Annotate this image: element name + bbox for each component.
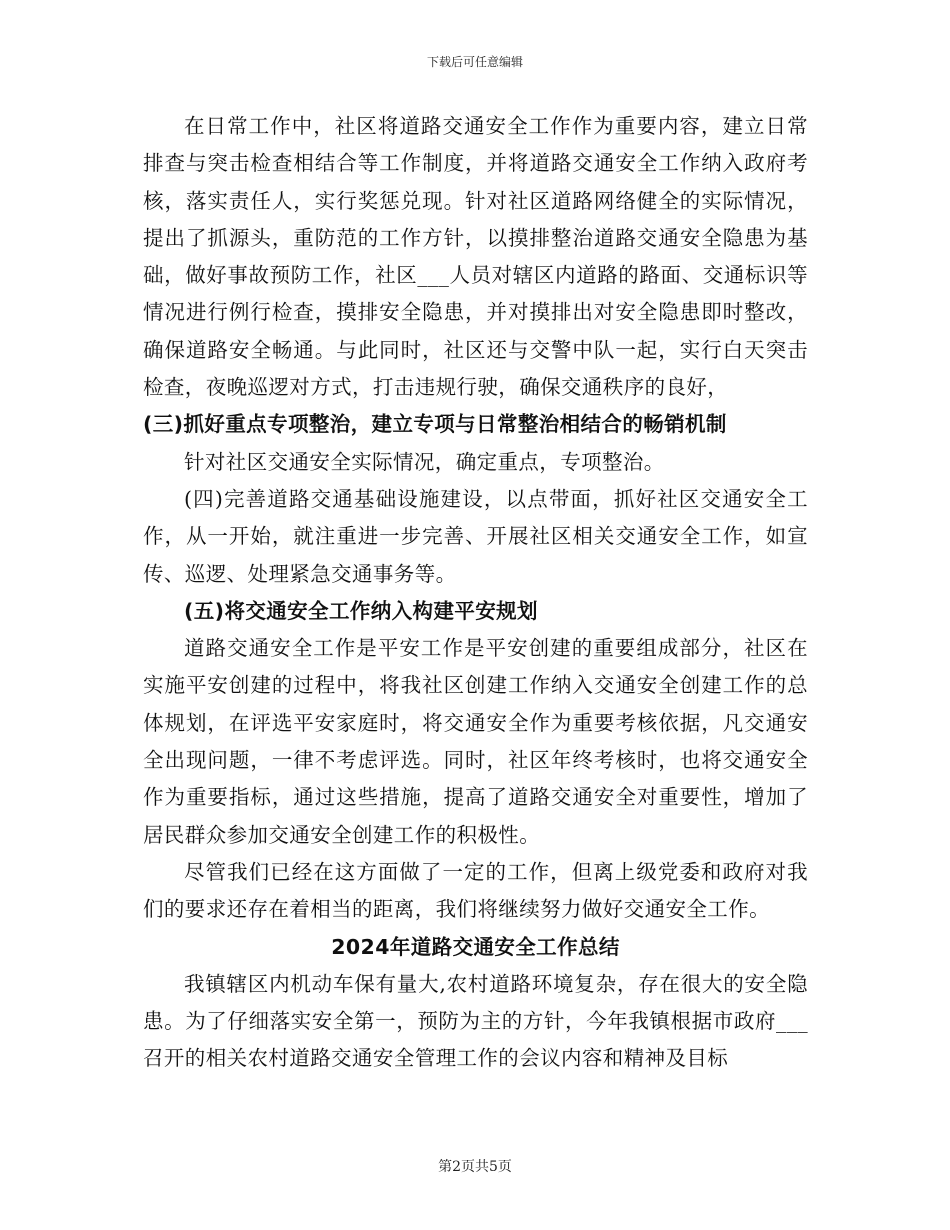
paragraph-special-rectification: 针对社区交通安全实际情况，确定重点，专项整治。 — [184, 449, 665, 474]
paragraph-conclusion: 尽管我们已经在这方面做了一定的工作，但离上级党委和政府对我们的要求还存在着相当的距离，我们将继续努力做好交通安全工作。 — [143, 859, 808, 922]
paragraph-safety-planning: 道路交通安全工作是平安工作是平安创建的重要组成部分，社区在实施平安创建的过程中，将我社区创建工作纳入交通安全创建工作的总体规划，在评选平安家庭时，将交通安全作为重要考核依据，凡交通安全出现问题，一律不考虑评选。同时，社区年终考核时，也将交通安全作为重要指标，通过这些措施，提高了道路交通安全对重要性，增加了居民群众参加交通安全创建工作的积极性。 — [143, 636, 808, 847]
paragraph-daily-work: 在日常工作中，社区将道路交通安全工作作为重要内容，建立日常排查与突击检查相结合等工作制度，并将道路交通安全工作纳入政府考核，落实责任人，实行奖惩兑现。针对社区道路网络健全的实际情况，提出了抓源头，重防范的工作方针，以摸排整治道路交通安全隐患为基础，做好事故预防工作，社区___人员对辖区内道路的路面、交通标识等情况进行例行检查，摸排安全隐患，并对摸排出对安全隐患即时整改，确保道路安全畅通。与此同时，社区还与交警中队一起，实行白天突击检查，夜晚巡逻对方式，打击违规行驶，确保交通秩序的良好， — [143, 114, 808, 400]
page-header: 下载后可任意编辑 — [426, 55, 523, 69]
document-title-2024: 2024年道路交通安全工作总结 — [331, 934, 620, 959]
section-heading-3: (三)抓好重点专项整治，建立专项与日常整治相结合的畅销机制 — [143, 412, 727, 437]
document-body — [143, 108, 808, 1078]
paragraph-infrastructure: (四)完善道路交通基础设施建设，以点带面，抓好社区交通安全工作，从一开始，就注重进一步完善、开展社区相关交通安全工作，如宣传、巡逻、处理紧急交通事务等。 — [143, 486, 808, 586]
page-footer: 第2页共5页 — [438, 1159, 512, 1175]
paragraph-town-intro: 我镇辖区内机动车保有量大,农村道路环境复杂，存在很大的安全隐患。为了仔细落实安全第一，预防为主的方针，今年我镇根据市政府___召开的相关农村道路交通安全管理工作的会议内容和精神及目标 — [143, 971, 808, 1071]
section-heading-5: (五)将交通安全工作纳入构建平安规划 — [184, 598, 538, 623]
